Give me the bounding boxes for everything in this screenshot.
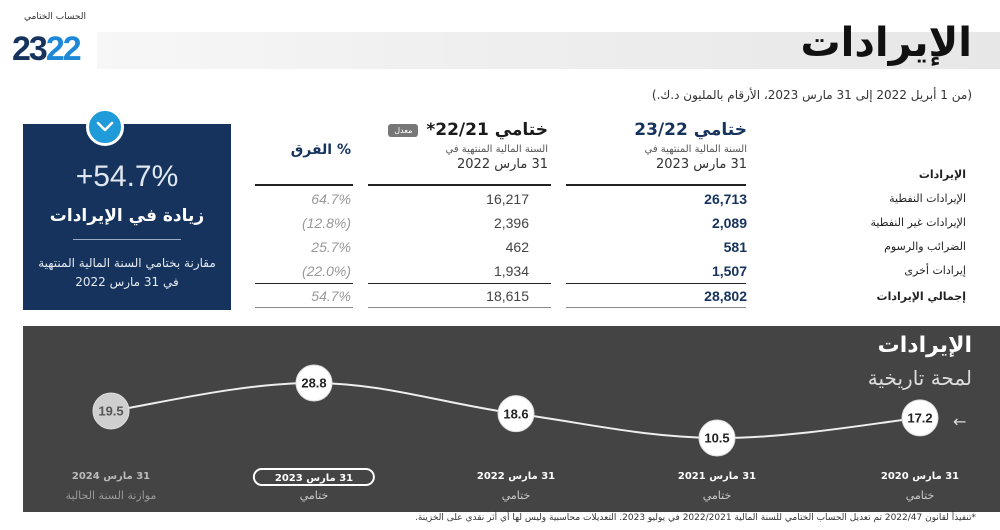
row-previous-value: 16,217: [486, 191, 529, 207]
total-current-value: 28,802: [704, 288, 747, 304]
header-rule-current: [566, 184, 746, 186]
row-diff-value: 25.7%: [311, 239, 351, 255]
column-header-diff: [291, 142, 351, 158]
total-label: إجمالي الإيرادات: [876, 290, 966, 303]
history-period-date: 31 مارس 2021: [677, 471, 757, 482]
summary-divider: [73, 239, 181, 240]
report-logo: [12, 12, 92, 72]
history-point-label: 28.8: [301, 375, 327, 391]
page-subtitle: (من 1 أبريل 2022 إلى 31 مارس 2023، الأرقام بالمليون د.ك.): [651, 88, 972, 102]
row-previous-value: 1,934: [493, 263, 529, 279]
previous-year-title: ختامي 22/21*: [426, 120, 548, 140]
history-period: [457, 468, 575, 502]
row-diff-value: 64.7%: [311, 191, 351, 207]
arrow-left-icon[interactable]: ←: [953, 412, 967, 431]
history-period-status: ختامي: [905, 489, 935, 502]
history-period-status: موازنة السنة الحالية: [65, 489, 157, 502]
history-period-date: 31 مارس 2022: [476, 471, 556, 482]
footnote: *تنفيذاً لقانون 2022/47 تم تعديل الحساب الختامي للسنة المالية 2022/2021 في يوليو 2023. التعديلات محاسبية وليس لها أي أثر نقدي على الخزينة.: [414, 513, 976, 523]
history-period: [658, 468, 776, 502]
bottom-rule-current: [566, 307, 746, 308]
logo-caption: الحساب الختامي: [24, 12, 86, 22]
history-title: الإيرادات: [877, 333, 972, 358]
history-period-date: 31 مارس 2020: [880, 471, 960, 482]
history-point-label: 10.5: [704, 430, 730, 446]
logo-number-a: 23: [12, 30, 46, 68]
chevron-down-icon[interactable]: [86, 108, 124, 146]
logo-number-b: 22: [45, 30, 80, 68]
history-period: [52, 468, 170, 502]
column-header-current: [634, 120, 747, 172]
history-subtitle: لمحة تاريخية: [867, 366, 972, 390]
row-label: الإيرادات غير النفطية: [870, 216, 966, 229]
row-previous-value: 462: [505, 239, 529, 255]
row-label: إيرادات أخرى: [904, 264, 966, 277]
history-period-status: ختامي: [501, 489, 531, 502]
history-point-label: 18.6: [503, 406, 529, 422]
logo-number: [12, 30, 80, 69]
summary-percentage: +54.7%: [75, 160, 179, 193]
bottom-rule-diff: [255, 307, 353, 308]
diff-title: % الفرق: [290, 142, 351, 158]
total-previous-value: 18,615: [486, 288, 529, 304]
history-point-label: 19.5: [98, 403, 124, 419]
page-title: الإيرادات: [800, 20, 972, 66]
row-current-value: 2,089: [711, 215, 747, 231]
row-diff-value: (12.8%): [301, 215, 351, 231]
row-current-value: 26,713: [704, 191, 747, 207]
current-year-date: 31 مارس 2023: [656, 157, 747, 172]
history-point-label: 17.2: [907, 410, 933, 426]
history-period-status: ختامي: [299, 489, 329, 502]
bottom-rule-previous: [368, 307, 551, 308]
total-diff-value: 54.7%: [311, 288, 351, 304]
row-previous-value: 2,396: [493, 215, 529, 231]
revenue-summary-card: [23, 124, 231, 310]
previous-year-sub: السنة المالية المنتهية في: [445, 144, 548, 155]
current-year-sub: السنة المالية المنتهية في: [644, 144, 747, 155]
row-current-value: 1,507: [711, 263, 747, 279]
sum-rule-diff: [255, 283, 353, 284]
row-label: الضرائب والرسوم: [884, 240, 966, 253]
revised-badge: معدل: [388, 124, 418, 137]
history-period-date: 31 مارس 2024: [71, 471, 151, 482]
previous-year-date: 31 مارس 2022: [457, 157, 548, 172]
sum-rule-previous: [368, 283, 551, 284]
history-period: [861, 468, 979, 502]
row-diff-value: (22.0%): [301, 263, 351, 279]
summary-label: زيادة في الإيرادات: [49, 206, 205, 226]
column-header-previous: [388, 120, 548, 172]
header-rule-previous: [368, 184, 551, 186]
row-label: الإيرادات النفطية: [889, 192, 966, 205]
history-period-status: ختامي: [702, 489, 732, 502]
section-label: الإيرادات: [918, 168, 966, 181]
summary-note: مقارنة بختامي السنة المالية المنتهية في 31 مارس 2022: [38, 256, 216, 289]
history-period: [253, 468, 375, 502]
header-rule-diff: [255, 184, 353, 186]
current-year-title: ختامي 23/22: [634, 120, 747, 140]
row-current-value: 581: [723, 239, 747, 255]
sum-rule-current: [566, 283, 746, 284]
history-period-date: 31 مارس 2023: [253, 468, 375, 486]
